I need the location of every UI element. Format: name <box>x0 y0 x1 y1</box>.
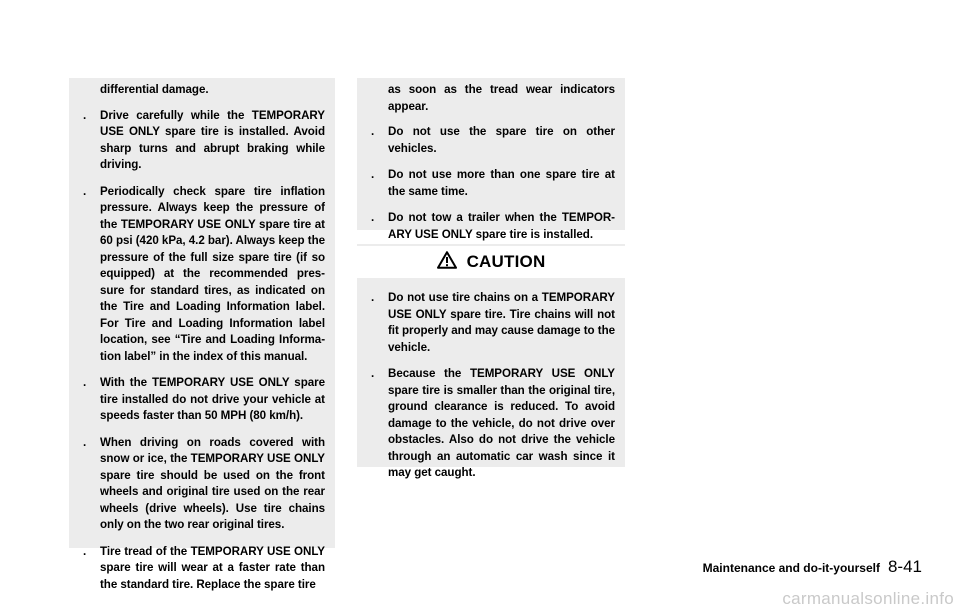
list-item <box>83 435 325 534</box>
bullet-marker: . <box>83 376 87 389</box>
right-text-column <box>357 78 625 241</box>
list-item <box>83 108 325 174</box>
left-text-column <box>69 78 335 591</box>
bullet-marker: . <box>83 184 87 198</box>
caution-box <box>357 244 625 479</box>
list-item-text: When driving on roads covered with snow or ice, the TEMPORARY USE ONLY spare tire should be used on the front wheels and original tire used on the rear wheels (drive wheels). Use tire chains only on the two rear original tires. <box>100 435 325 531</box>
list-item-text: Do not tow a trailer when the TEMPOR-ARY USE ONLY spare tire is installed. <box>388 211 615 241</box>
watermark: carmanualsonline.info <box>782 589 954 608</box>
list-item-text: Periodically check spare tire inflation pressure. Always keep the pressure of the TEMPORARY USE ONLY spare tire at 60 psi (420 kPa, 4.2 bar). Always keep the pressure of the full size spare tire (if so equipped) at the recommended pres-sure for standard tires, as indicated on the Tire and Loading Information label. For Tire and Loading Information label location, see “Tire and Loading Informa-tion label” in the index of this manual. <box>100 184 325 363</box>
bullet-marker: . <box>83 435 87 449</box>
bullet-marker: . <box>371 125 375 138</box>
list-item <box>83 544 325 594</box>
bullet-marker: . <box>371 291 375 304</box>
footer-section-title: Maintenance and do-it-yourself <box>702 561 880 575</box>
list-item-text: Because the TEMPORARY USE ONLY spare tire is smaller than the original tire, ground clearance is reduced. To avoid damage to the vehicle, do not drive over obstacles. Also do not drive the vehicle through an automatic car wash since it may get caught. <box>388 367 615 479</box>
bullet-marker: . <box>371 168 375 181</box>
list-item-text: Do not use more than one spare tire at the same time. <box>388 168 615 198</box>
page-footer <box>703 557 922 577</box>
list-item-text: Tire tread of the TEMPORARY USE ONLY spare tire will wear at a faster rate than the standard tire. Replace the spare tire <box>100 544 325 591</box>
caution-header <box>357 244 625 278</box>
bullet-marker: . <box>371 211 375 224</box>
page-number: 8-41 <box>887 557 922 576</box>
warning-triangle-icon <box>437 251 457 274</box>
list-item <box>371 210 615 243</box>
list-item-text: Do not use tire chains on a TEMPORARY USE ONLY spare tire. Tire chains will not fit properly and may cause damage to the vehicle. <box>388 291 615 354</box>
list-item <box>371 290 615 356</box>
list-item-text: Do not use the spare tire on other vehicles. <box>388 125 615 155</box>
left-continuation-text: differential damage. <box>100 83 209 96</box>
right-continuation-text: as soon as the tread wear indicators appear. <box>388 83 615 113</box>
list-item-text: Drive carefully while the TEMPORARY USE ONLY spare tire is installed. Avoid sharp turns and abrupt braking while driving. <box>100 108 325 171</box>
bullet-marker: . <box>371 367 375 380</box>
bullet-marker: . <box>83 108 87 122</box>
list-item <box>371 167 615 200</box>
list-item-text: With the TEMPORARY USE ONLY spare tire installed do not drive your vehicle at speeds faster than 50 MPH (80 km/h). <box>100 376 325 422</box>
bullet-marker: . <box>83 544 87 558</box>
list-item <box>83 184 325 366</box>
list-item <box>83 375 325 425</box>
list-item <box>371 366 615 482</box>
list-item <box>371 124 615 157</box>
caution-title: CAUTION <box>466 252 546 271</box>
